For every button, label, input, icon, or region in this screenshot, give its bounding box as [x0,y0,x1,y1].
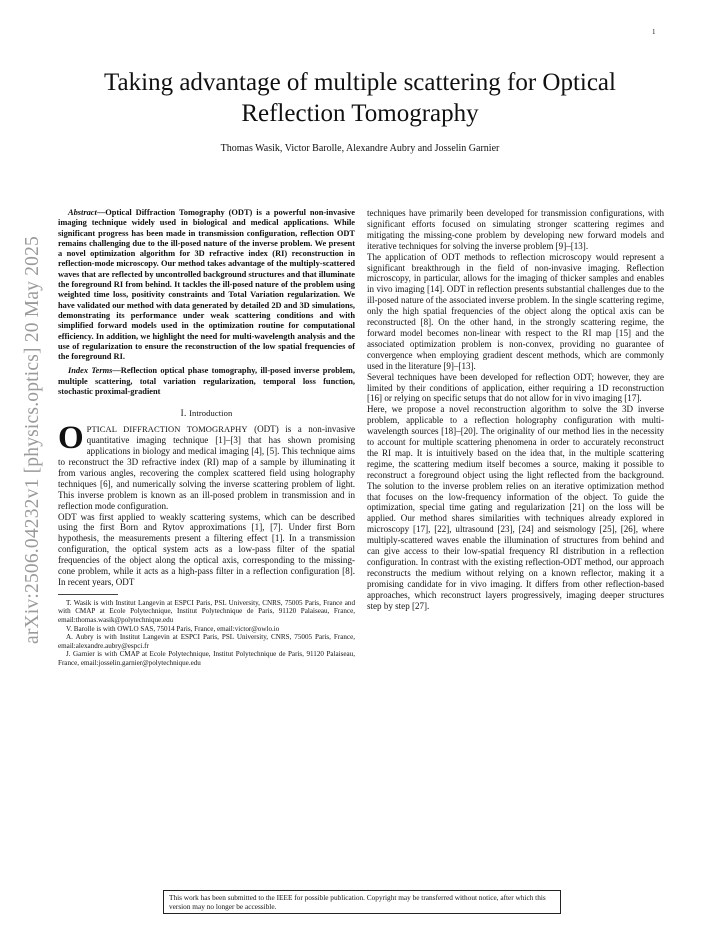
footnote-item: A. Aubry is with Institut Langevin at ESPCI Paris, PSL University, CNRS, 75005 Paris, France, email:alexandre.aubry@espci.fr [58,633,355,650]
intro-paragraph-5: Several techniques have been developed for reflection ODT; however, they are limited by their conditions of application, either requiring a 1D reconstruction [16] or relying on specific setups that do not allow for in vivo imaging [17]. [367,371,664,404]
abstract-text: —Optical Diffraction Tomography (ODT) is a powerful non-invasive imaging technique widely used in biological and medical applications. While significant progress has been made in transmission configuration, reflection ODT remains challenging due to the ill-posed nature of the inverse problem. We present a novel optimization algorithm for 3D refractive index (RI) reconstruction in reflection-mode microscopy. Our method takes advantage of the multiply-scattered waves that are reflected by uncontrolled background structures and that illuminate the foreground RI from behind. It tackles the ill-posed nature of the problem using weighted time loss, positivity constraints and Total Variation regularization. We have validated our method with data generated by detailed 2D and 3D simulations, demonstrating its performance under weak scattering conditions and with simplified forward models used in the optimization routine for computational efficiency. In addition, we highlight the need for multi-wavelength analysis and the use of regularization to ensure the reconstruction of the low spatial frequencies of the foreground RI. [58,208,356,362]
drop-cap: O [58,420,84,457]
index-terms-label: Index Terms [68,366,113,376]
intro-paragraph-1 [58,420,355,511]
footnote-item: T. Wasik is with Institut Langevin at ESPCI Paris, PSL University, CNRS, 75005 Paris, France and with CMAP at Ecole Polytechnique, Institut Polytechnique de Paris, 91120 Palaiseau, France, email:thomas.wasik@polytechnique.edu [58,598,355,625]
abstract [58,208,355,362]
footnote-item: V. Barolle is with OWLO SAS, 75014 Paris, France, email:victor@owlo.io [66,624,280,633]
copyright-notice: This work has been submitted to the IEEE for possible publication. Copyright may be transferred without notice, after which this version may no longer be accessible. [163,890,561,914]
section-number: I. [180,408,187,419]
intro-paragraph-2: ODT was first applied to weakly scattering systems, which can be described using the first Born and Rytov approximations [1], [7]. Under first Born hypothesis, the measurements present a filtering effect [1]. In a transmission configuration, the optical system acts as a low-pass filter of the spatial frequencies of the object along the optical axis, corresponding to the missing-cone problem, while it acts as a high-pass filter in a reflection configuration [8]. In recent years, ODT [58,511,355,587]
intro-paragraph-3: techniques have primarily been developed for transmission configurations, with significant efforts focused on simulating stronger scattering regimes and mitigating the missing-cone problem by developing new forward models and iterative techniques for solving the inverse problem [9]–[13]. [367,208,664,251]
section-title: Introduction [189,408,233,419]
page-number: 1 [652,28,656,36]
section-heading [58,408,355,419]
index-terms [58,366,355,397]
arxiv-identifier: arXiv:2506.04232v1 [physics.optics] 20 May 2025 [22,235,43,645]
intro-paragraph-6: Here, we propose a novel reconstruction algorithm to solve the 3D inverse problem, applicable to a reflection holography configuration with multi-wavelength sources [18]–[20]. The originality of our method lies in the necessity to account for multiple scattering phenomena in order to accurately reconstruct the RI map. It is intuitively based on the idea that, in the multiple scattering regime, the scattering medium itself becomes a source, making it possible to reconstruct a foreground object using the light reflected from the background. The solution to the inverse problem relies on an iterative optimization method that focuses on the low-frequency information of the object. To guide the optimization, special time gating and regularization [21] on the loss will be applied. Our method shares similarities with techniques already explored in microscopy [17], [22], ultrasound [23], [24] and seismology [25], [26], where multiply-scattered waves enable the illumination of structures from behind and can give access to their low-spatial frequency RI distribution in a reflection configuration. In contrast with the existing reflection-ODT method, our approach reconstructs the medium without relying on a known reflector, making it a promising candidate for in vivo imaging. It differs from other reflection-based approaches, which reconstruct layers progressively, imaging deeper structures step by step [27]. [367,404,664,611]
intro-paragraph-1-text: (ODT) is a non-invasive quantitative imaging technique [1]–[3] that has shown promising applications in biology and medical imaging [4], [5]. This technique aims to reconstruct the 3D refractive index (RI) map of a sample by illuminating it from various angles, recovering the complex scattered field using holography techniques [6], and numerically solving the inverse scattering problem of light. This inverse problem is known as an ill-posed problem in transmission and in reflection mode configuration. [58,424,355,511]
footnotes [58,599,355,668]
author-list: Thomas Wasik, Victor Barolle, Alexandre Aubry and Josselin Garnier [220,143,500,154]
abstract-label: Abstract [68,208,97,217]
intro-paragraph-4: The application of ODT methods to reflection microscopy would represent a significant breakthrough in the field of non-invasive imaging. Reflection microscopy, in particular, allows for the imaging of thicker samples and enables in vivo imaging [14]. ODT in reflection presents substantial challenges due to the ill-posed nature of the associated inverse problem. In the single scattering regime, only the high spatial frequencies of the object along the optical axis can be reconstructed [8]. On the other hand, in the strongly scattering regime, the forward model becomes non-linear with respect to the RI map [15] and the associated optimization problem is non-convex, providing no guarantee of convergence when employing gradient descent methods, which are commonly used in the literature [9]–[13]. [367,251,664,371]
paper-title: Taking advantage of multiple scattering for Optical Reflection Tomography [104,69,616,127]
left-column [58,208,355,668]
intro-lead-caps: PTICAL DIFFRACTION TOMOGRAPHY [86,424,248,435]
right-column [367,208,664,612]
footnote-item: J. Garnier is with CMAP at Ecole Polytechnique, Institut Polytechnique de Paris, 91120 Palaiseau, France, email:josselin.garnier@polytechnique.edu [58,650,355,667]
index-terms-text: —Reflection optical phase tomography, ill-posed inverse problem, multiple scattering, total variation regularization, temporal loss function, stochastic proximal-gradient [58,366,355,397]
arxiv-sidebar [20,220,46,660]
footnote-rule [58,594,118,595]
